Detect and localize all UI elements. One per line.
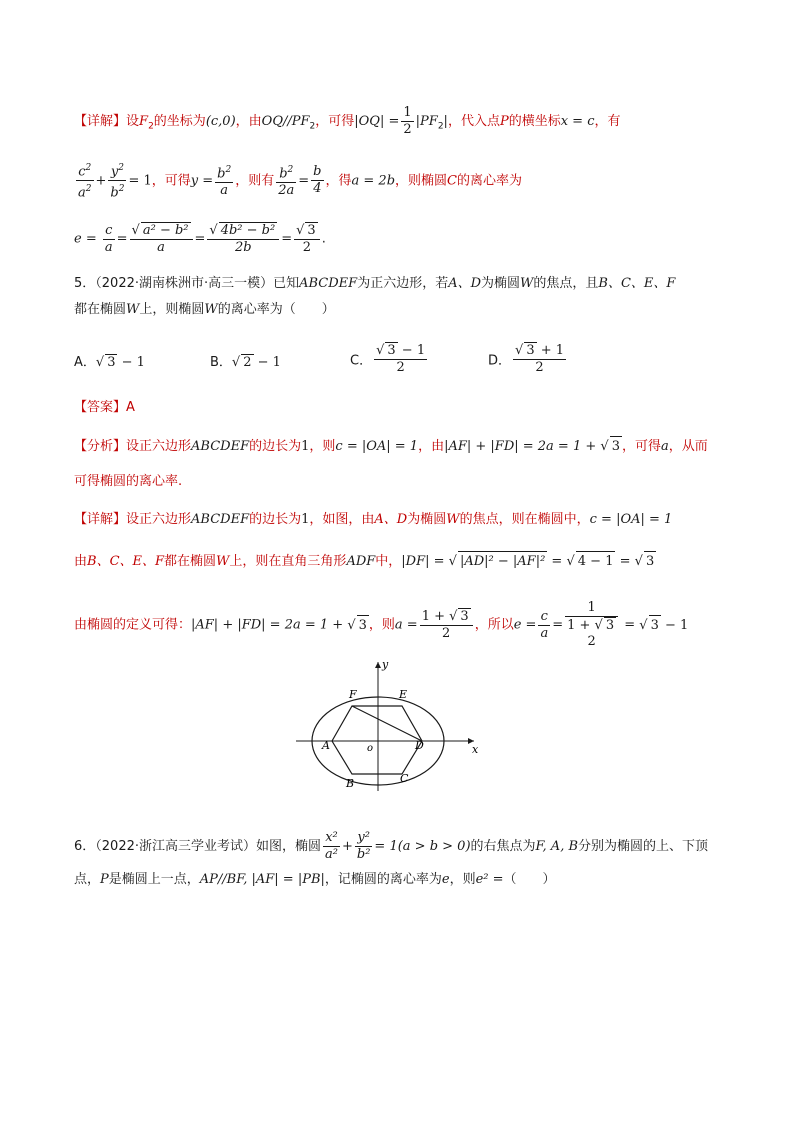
ellipse-hexagon-figure xyxy=(296,656,486,796)
detail5-line-2: 由B、C、E、F都在椭圆W上，则在直角三角形ADF中，|DF| = √ |AD|² − |AF|² = √ 4 − 1 = √ 3 xyxy=(74,551,724,572)
q5-stem-line-2: 都在椭圆W上，则椭圆W的离心率为（ ） xyxy=(74,302,335,317)
q6-stem-line-1: 6．（2022·浙江高三学业考试）如图，椭圆 $\frac{\text{x²}}{\text{a²}}$ + $\frac{\text{y²}}{\text{b²}}$ = 1(a > b > 0)的右焦点为F, A, B分别为椭圆的上、下顶 xyxy=(74,830,709,862)
option-d[interactable]: D． $\frac{√ 3 + 1}{2}$ xyxy=(488,343,565,375)
label-c: C xyxy=(400,772,409,785)
answer-value: A xyxy=(126,400,135,415)
label-e: E xyxy=(399,688,408,701)
answer-line xyxy=(74,398,724,418)
detail-line-3: e = $\frac{c}{a}$ = $\frac{\text{√ a² − b²}}{a}$ = $\frac{\text{√ 4b² − b²}}{2b}$ = $\frac{√ 3}{2}$ . xyxy=(74,222,326,255)
analysis-line-2: 可得椭圆的离心率. xyxy=(74,474,183,489)
half-fraction: $\frac{1}{2}$ xyxy=(403,105,412,137)
label-b: B xyxy=(346,777,355,790)
hexagon xyxy=(332,706,422,774)
label-x: x xyxy=(472,743,479,756)
label-o: o xyxy=(367,743,374,754)
detail-tag: 【详解】 xyxy=(74,114,127,129)
option-a[interactable]: A．√ 3 − 1 xyxy=(74,355,145,370)
label-d: D xyxy=(415,739,424,752)
q6-stem-line-2: 点，P是椭圆上一点，AP//BF, |AF| = |PB|，记椭圆的离心率为e，则e² =（ ） xyxy=(74,872,556,887)
detail-line-2: $\frac{c^2}{a^2}$ + $\frac{y^2}{b^2}$ = 1，可得y = $\frac{b^2}{a}$ ，则有 $\frac{b^2}{2a}$ = $\frac{b}{4}$ ，得a = 2b，则椭圆C的离心率为 xyxy=(74,160,724,202)
analysis-tag: 【分析】 xyxy=(74,439,127,454)
option-c[interactable]: C． $\frac{√ 3 - 1}{2}$ xyxy=(350,343,426,375)
q5-stem-line-1: 5．（2022·湖南株洲市·高三一模）已知ABCDEF为正六边形，若A、D为椭圆W的焦点，且B、C、E、F xyxy=(74,276,676,291)
detail-line-1: 【详解】设$F_2$的坐标为(c,0)，由$OQ//PF_2$，可得|OQ| = $\frac{1}{2}$ $|PF_2|$，代入点P的横坐标x = c，有 xyxy=(74,105,621,137)
answer-tag: 【答案】 xyxy=(74,400,127,415)
label-a: A xyxy=(322,739,330,752)
option-b[interactable]: B．√ 2 − 1 xyxy=(210,355,281,370)
analysis-line-1: 【分析】设正六边形ABCDEF的边长为1，则c = |OA| = 1，由|AF| + |FD| = 2a = 1 + √ 3 ，可得a，从而 xyxy=(74,436,724,457)
detail5-line-1: 【详解】设正六边形ABCDEF的边长为1，如图，由A、D为椭圆W的焦点，则在椭圆中，c = |OA| = 1 xyxy=(74,512,673,527)
label-f: F xyxy=(349,688,357,701)
detail5-line-3: 由椭圆的定义可得：|AF| + |FD| = 2a = 1 + √ 3 ，则a = $\frac{1 + √ 3}{2}$ ，所以e = $\frac{c}{a}$ = 1 1 + √ 3 2 = √ 3 − 1 xyxy=(74,600,689,649)
label-y: y xyxy=(382,658,389,671)
